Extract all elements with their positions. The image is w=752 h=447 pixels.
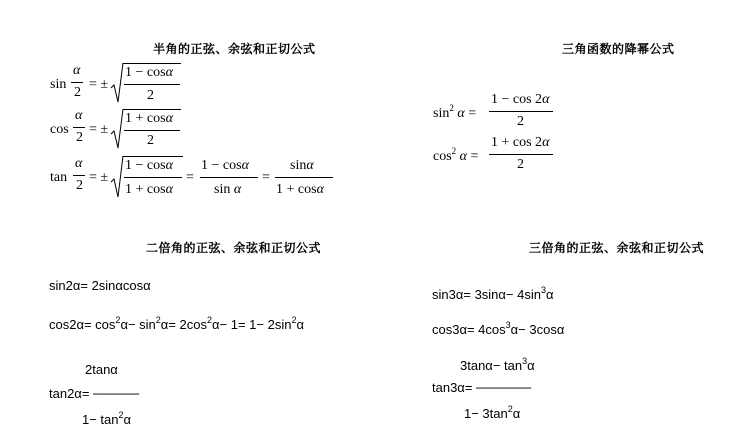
radical-sign (111, 108, 123, 152)
denominator-two: 2 (74, 85, 81, 100)
equals-plus-minus: = ± (89, 77, 109, 92)
formula-tan2-lhs: tan2α= ───── (49, 386, 140, 401)
equals-plus-minus: = ± (89, 170, 109, 185)
denominator-two: 2 (147, 88, 154, 103)
heading-power-reduction: 三角函数的降幂公式 (562, 42, 675, 56)
lhs-cos-squared: $\cos^2 \alpha$ = (433, 146, 479, 164)
radical-overline (123, 109, 181, 110)
fraction-bar (124, 177, 182, 178)
heading-triple-angle: 三倍角的正弦、余弦和正切公式 (529, 241, 705, 255)
fn-sin: sin (50, 77, 67, 92)
lhs-sin-squared: $\sin^2 \alpha$ = (433, 103, 477, 121)
numerator-alpha: α (75, 108, 83, 123)
numerator-alpha: α (75, 156, 83, 171)
formula-cos3: $\cos 3\alpha= 4\cos^3\alpha- 3\cos\alpha$ (432, 320, 565, 337)
fraction-bar (73, 175, 85, 176)
equals-plus-minus: = ± (89, 122, 109, 137)
heading-half-angle: 半角的正弦、余弦和正切公式 (153, 42, 316, 56)
fraction-bar (275, 177, 333, 178)
formula-sin2: sin2α= 2sinαcosα (49, 278, 151, 293)
denominator-two: 2 (76, 178, 83, 193)
denominator-text: 1 + cosα (276, 182, 324, 197)
numerator-text: 1 − cosα (125, 65, 173, 80)
formula-cos2: $\cos 2\alpha= \cos^2\alpha- \sin^2\alpha= 2\cos^2\alpha- 1= 1- 2\sin^2\alpha$ (49, 315, 304, 332)
tan2-denominator: $1- \tan^2\alpha$ (82, 410, 132, 427)
numerator-text: 1 − cosα (201, 158, 249, 173)
numerator-text: sinα (290, 158, 314, 173)
fraction-bar (489, 111, 553, 112)
formula-sin3: $\sin 3\alpha= 3\sin\alpha- 4\sin^3\alpha$ (432, 285, 554, 302)
formula-tan3-lhs: tan3α= ────── (432, 380, 532, 395)
fn-tan: tan (50, 170, 68, 185)
denominator-text: sin α (214, 182, 242, 197)
fraction-bar (124, 84, 180, 85)
tan2-numerator: 2tanα (85, 362, 118, 377)
denominator-two: 2 (517, 157, 524, 172)
numerator-alpha: α (73, 63, 81, 78)
radical-sign (111, 62, 123, 106)
radical-overline (123, 63, 181, 64)
radical-overline (123, 156, 183, 157)
radical-sign (111, 155, 123, 201)
numerator-text: 1 + cos 2α (491, 135, 550, 150)
fraction-bar (200, 177, 258, 178)
tan3-denominator: $1- 3\tan^2\alpha$ (464, 404, 521, 421)
fn-cos: cos (50, 122, 69, 137)
fraction-bar (124, 130, 180, 131)
fraction-bar (73, 127, 85, 128)
numerator-text: 1 + cosα (125, 111, 173, 126)
fraction-bar (71, 82, 83, 83)
heading-double-angle: 二倍角的正弦、余弦和正切公式 (146, 241, 322, 255)
numerator-text: 1 − cos 2α (491, 92, 550, 107)
denominator-two: 2 (147, 133, 154, 148)
equals-sign: = (262, 170, 270, 185)
equals-sign: = (186, 170, 194, 185)
numerator-text: 1 − cosα (125, 158, 173, 173)
fraction-bar (489, 154, 553, 155)
denominator-two: 2 (76, 130, 83, 145)
denominator-two: 2 (517, 114, 524, 129)
denominator-text: 1 + cosα (125, 182, 173, 197)
tan3-numerator: $3\tan\alpha- \tan^3\alpha$ (460, 356, 535, 373)
